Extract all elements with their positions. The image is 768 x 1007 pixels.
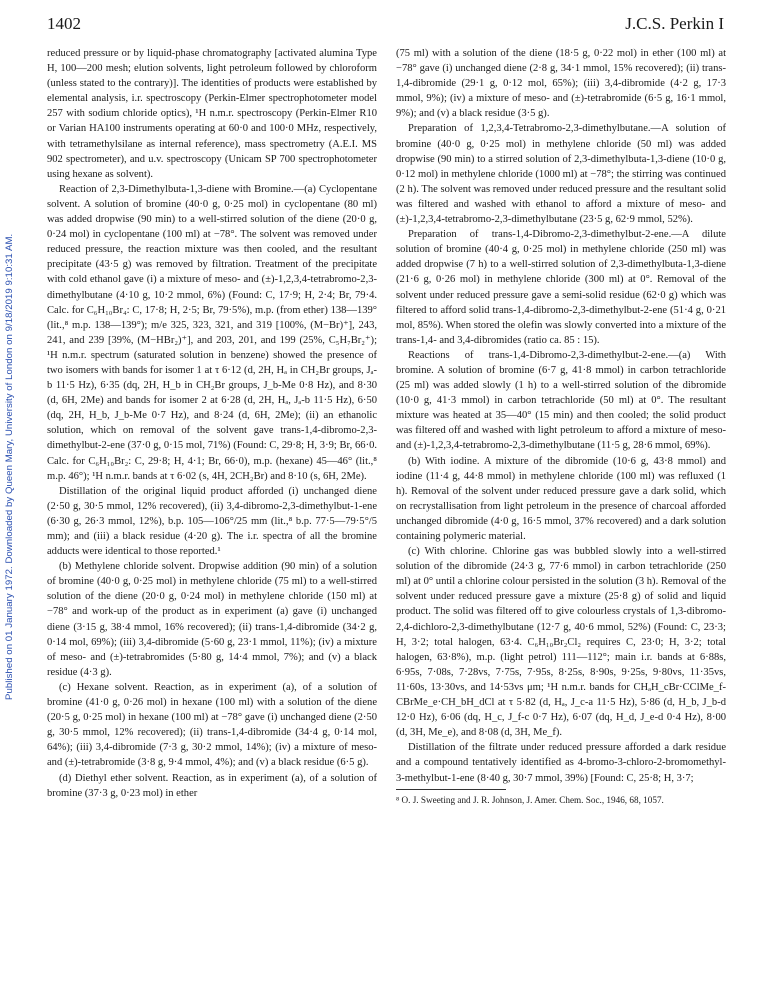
journal-title: J.C.S. Perkin I: [625, 14, 724, 33]
footnote-text: ⁸ O. J. Sweeting and J. R. Johnson, J. Amer. Chem. Soc., 1946, 68, 1057.: [396, 794, 664, 805]
paragraph: Reactions of trans-1,4-Dibromo-2,3-dimethylbut-2-ene.—(a) With bromine. A solution of bromine (6·7 g, 41·8 mmol) in carbon tetrachloride (25 ml) was added slowly (1 h) to a well-stirred solution of the dibromide (10·0 g, 41·3 mmol) in carbon tetrachloride (50 ml) at 0°. The resultant mixture was heated at 35—40° (15 min) and then cooled; the solid product was filtered off and washed with light petroleum to afford a mixture of meso- and (±)-1,2,3,4-tetrabromo-2,3-dimethylbutane (11·5 g, 28·6 mmol, 69%).: [396, 349, 726, 452]
paragraph: Preparation of 1,2,3,4-Tetrabromo-2,3-dimethylbutane.—A solution of bromine (40·0 g, 0·25 mol) in methylene chloride (50 ml) was added dropwise (90 min) to a stirred solution of 2,3-dimethylbuta-1,3-diene (10·0 g, 0·12 mol) in methylene chloride (1000 ml) at −78°; the stirring was continued (2 h). The solvent was removed under reduced pressure and the resultant solid was filtered and washed with ethanol to afford a mixture of meso- and (±)-1,2,3,4-tetrabromo-2,3-dimethylbutane (23·5 g, 62·9 mmol, 52%).: [396, 123, 726, 226]
download-notice-sidebar: [0, 0, 28, 1007]
paragraph: (d) Diethyl ether solvent. Reaction, as in experiment (a), of a solution of bromine (37·3 g, 0·23 mol) in ether: [47, 772, 377, 799]
paragraph: Reaction of 2,3-Dimethylbuta-1,3-diene with Bromine.—(a) Cyclopentane solvent. A solution of bromine (40·0 g, 0·25 mol) in cyclopentane (80 ml) was added dropwise (90 min) to a well-stirred solution of the diene (20·0 g, 0·24 mol) in cyclopentane (100 ml) at −78°. The solvent was removed under reduced pressure, the reaction mixture was then cooled, and the resultant precipitate (43·5 g) was removed by filtration. Treatment of the precipitate with cold ethanol gave (i) a mixture of meso- and (±)-1,2,3,4-tetrabromo-2,3-dimethylbutane (4·10 g, 10·2 mmol, 6%) (Found: C, 17·9; H, 2·4; Br, 79·4. Calc. for C₆H₁₀Br₄: C, 17·8; H, 2·5; Br, 79·5%), m.p. (from ether) 138—139° (lit.,⁸ m.p. 138—139°); m/e 325, 323, 321, and 319 [100%, (M−Br)⁺], 243, 241, and 239 [39%, (M−HBr₂)⁺], and 203, 201, and 199 (25%, C₅H₇Br₂⁺); ¹H n.m.r. spectrum (saturated solution in benzene) showed the presence of two isomers with bands for isomer 1 at τ 6·12 (d, 2H, Hₐ in CH₂Br groups, Jₐ-b 11·5 Hz), 6·35 (dq, 2H, H_b in CH₂Br groups, J_b-Me 0·8 Hz), and 8·30 (d, 6H, 2Me) and bands for isomer 2 at 6·28 (d, 2H, Hₐ, Jₐ-b 11·5 Hz), 6·50 (dq, 2H, H_b, J_b-Me 0·7 Hz), and 8·24 (d, 6H, 2Me); (ii) an ethanolic solution, which on removal of the solvent gave trans-1,4-dibromo-2,3-dimethylbut-2-ene (37·0 g, 0·15 mol, 71%) (Found: C, 29·8; H, 3·9; Br, 66·0. Calc. for C₆H₁₀Br₂: C, 29·8; H, 4·1; Br, 66·0), m.p. (hexane) 45—46° (lit.,⁸ m.p. 46°); ¹H n.m.r. bands at τ 6·02 (s, 4H, 2CH₂Br) and 8·10 (s, 6H, 2Me).: [47, 183, 377, 482]
paragraph: (b) Methylene chloride solvent. Dropwise addition (90 min) of a solution of bromine (40·0 g, 0·25 mol) in methylene chloride (75 ml) to a well-stirred solution of the diene (20·0 g, 0·24 mol) in methylene chloride (150 ml) at −78° and work-up of the product as in experiment (a) gave (i) unchanged diene (3·15 g, 38·4 mmol, 16% recovered); (ii) trans-1,4-dibromide (34·2 g, 0·14 mol, 69%); (iii) 3,4-dibromide (5·60 g, 23·1 mmol, 11%); (iv) a mixture of meso- and (±)-tetrabromides (5·80 g, 14·4 mmol, 7%); and (v) a black residue (4·3 g).: [47, 561, 377, 678]
paragraph: (c) Hexane solvent. Reaction, as in experiment (a), of a solution of bromine (41·0 g, 0·26 mol) in hexane (100 ml) with a solution of the diene (20·5 g, 0·25 mol) in hexane (100 ml) at −78° gave (i) unchanged diene (2·50 g, 30·5 mmol, 12% recovered); (ii) trans-1,4-dibromide (34·4 g, 0·14 mol, 64%); (iii) 3,4-dibromide (7·3 g, 30·2 mmol, 14%); (iv) a mixture of meso- and (±)-tetrabromide (3·8 g, 9·4 mmol, 4%); and (v) a black residue (6·5 g).: [47, 681, 377, 769]
page-number: 1402: [47, 14, 81, 33]
paragraph: Distillation of the filtrate under reduced pressure afforded a dark residue and a compound tentatively identified as 4-bromo-3-chloro-2-bromomethyl-3-methylbut-1-ene (8·40 g, 30·7 mmol, 39%) [Found: C, 25·8; H, 3·7;: [396, 742, 726, 784]
footnote: [396, 789, 664, 807]
paragraph: (c) With chlorine. Chlorine gas was bubbled slowly into a well-stirred solution of the dibromide (24·3 g, 77·6 mmol) in carbon tetrachloride (250 ml) at 0° until a chlorine colour persisted in the solution (3 h). Removal of the solvent under reduced pressure gave a mixture (25·8 g) of solid and liquid product. The solid was filtered off to give colourless crystals of 1,3-dibromo-2,4-dichloro-2,3-dimethylbutane (12·7 g, 40·6 mmol, 52%) (Found: C, 23·3; H, 3·2; total halogen, 63·4. C₆H₁₀Br₂Cl₂ requires C, 23·0; H, 3·2; total halogen, 63·8%), m.p. (light petrol) 111—112°; main i.r. bands at 6·88s, 6·95s, 7·08s, 7·28vs, 7·75s, 7·95s, 8·25s, 8·90s, 9·25s, 9·80vs, 11·35vs, 11·60s, 13·30vs, and 14·53vs μm; ¹H n.m.r. bands for CHₐH_cBr·CClMe_f-CBrMe_e·CH_bH_dCl at τ 5·82 (d, Hₐ, J_c-a 11·5 Hz), 5·86 (d, H_b, J_b-d 12·0 Hz), 6·06 (dq, H_c, J_f-c 0·7 Hz), 6·07 (dq, H_d, J_e-d 0·4 Hz), 8·00 (d, 3H, Me_e), and 8·08 (d, 3H, Me_f).: [396, 546, 726, 739]
download-notice: Published on 01 January 1972. Downloaded by Queen Mary, University of London on 9/18/2019 9:10:31 AM.: [4, 233, 15, 700]
paragraph: Distillation of the original liquid product afforded (i) unchanged diene (2·50 g, 30·5 mmol, 12% recovered), (ii) 3,4-dibromo-2,3-dimethylbut-1-ene (6·30 g, 26·3 mmol, 12%), b.p. 105—106°/25 mm (lit.,⁸ b.p. 77·5—79·5°/5 mm); and (iii) a black residue (4·20 g). The i.r. spectra of all the bromine adducts were identical to those reported.¹: [47, 485, 377, 558]
left-column: [47, 46, 377, 801]
right-column: [396, 46, 726, 807]
paragraph: (75 ml) with a solution of the diene (18·5 g, 0·22 mol) in ether (100 ml) at −78° gave (i) unchanged diene (2·8 g, 34·1 mmol, 15% recovered); (ii) trans-1,4-dibromide (29·1 g, 0·12 mol, 65%); (iii) 3,4-dibromide (4·2 g, 17·3 mmol, 9%); (iv) a mixture of meso- and (±)-tetrabromide (6·5 g, 16·1 mmol, 9%); and (v) a black residue (3·5 g).: [396, 48, 726, 120]
paragraph: (b) With iodine. A mixture of the dibromide (10·6 g, 43·8 mmol) and iodine (11·4 g, 44·8 mmol) in methylene chloride (100 ml) was refluxed (1 h). Removal of the solvent under reduced pressure gave a dark solid, which on recrystallisation from light petroleum in the presence of charcoal afforded unchanged dibromide (4·0 g, 16·5 mmol, 37% recovered) and a dark solution containing polymeric material.: [396, 455, 726, 542]
paragraph: Preparation of trans-1,4-Dibromo-2,3-dimethylbut-2-ene.—A dilute solution of bromine (40·4 g, 0·25 mol) in methylene chloride (250 ml) was added dropwise (7 h) to a well-stirred solution of 2,3-dimethylbuta-1,3-diene (21·6 g, 0·26 mol) in methylene chloride (300 ml) at 0°. Removal of the solvent under reduced pressure gave a semi-solid residue (62·0 g) which was filtered to afford solid trans-1,4-dibromo-2,3-dimethylbut-2-ene (51·4 g, 0·21 mol, 85%). When stored the olefin was slowly converted into a mixture of the trans-1,4- and 3,4-dibromides (ratio ca. 85 : 15).: [396, 229, 726, 346]
paragraph: reduced pressure or by liquid-phase chromatography [activated alumina Type H, 100—200 mesh; elution solvents, light petroleum followed by chloroform (unless stated to the contrary)]. The identities of products were established by elemental analysis, i.r. spectroscopy (Perkin-Elmer spectrophotometer model 257 with sodium chloride optics), ¹H n.m.r. spectroscopy (Perkin-Elmer R10 or Varian HA100 instruments operating at 60·0 and 100·0 MHz, respectively, with tetramethylsilane as internal reference), mass spectrometry (A.E.I. MS 902 spectrometer), and u.v. spectroscopy (Unicam SP 700 spectrophotometer using hexane as solvent).: [47, 48, 377, 180]
page-header: [47, 14, 724, 38]
